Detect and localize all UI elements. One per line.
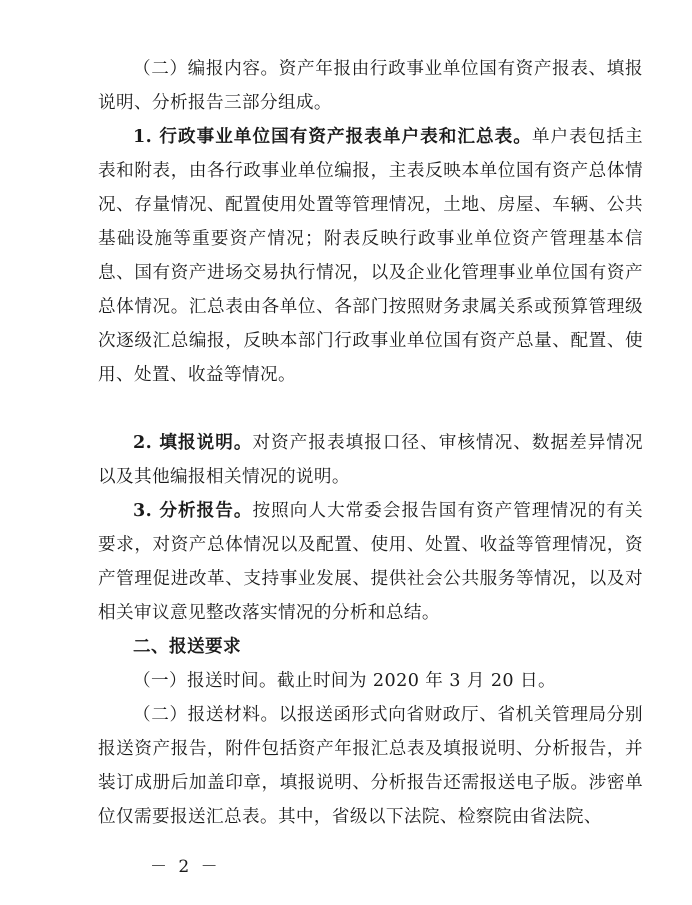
paragraph-text: （二）报送材料。以报送函形式向省财政厅、省机关管理局分别报送资产报告，附件包括资产年报汇总表及填报说明、分析报告，并装订成册后加盖印章，填报说明、分析报告还需报送电子版。涉密单位仅需要报送汇总表。其中，省级以下法院、检察院由省法院、 [98, 705, 643, 827]
paragraph-submission-materials [98, 698, 643, 834]
paragraph-text: （一）报送时间。截止时间为 2020 年 3 月 20 日。 [133, 671, 557, 691]
paragraph-heading: 1. 行政事业单位国有资产报表单户表和汇总表。 [133, 126, 532, 147]
paragraph-text: 按照向人大常委会报告国有资产管理情况的有关要求，对资产总体情况以及配置、使用、处置、收益等管理情况，资产管理促进改革、支持事业发展、提供社会公共服务等情况，以及对相关审议意见整改落实情况的分析和总结。 [98, 501, 643, 623]
paragraph-submission-time [98, 664, 643, 698]
section-heading-text: 二、报送要求 [133, 636, 241, 657]
paragraph-heading: 2. 填报说明。 [133, 432, 253, 453]
paragraph-heading: 3. 分析报告。 [133, 500, 253, 521]
paragraph-text: （二）编报内容。资产年报由行政事业单位国有资产报表、填报说明、分析报告三部分组成。 [98, 59, 643, 113]
paragraph-asset-report-tables [98, 120, 643, 392]
paragraph-filling-instructions [98, 426, 643, 494]
page-number: － 2 － [150, 857, 221, 877]
paragraph-analysis-report [98, 494, 643, 630]
paragraph-compilation-content [98, 52, 643, 120]
paragraph-text: 对资产报表填报口径、审核情况、数据差异情况以及其他编报相关情况的说明。 [98, 433, 643, 487]
section-heading-submission-requirements [98, 630, 643, 664]
paragraph-text: 单户表包括主表和附表，由各行政事业单位编报，主表反映本单位国有资产总体情况、存量情况、配置使用处置等管理情况，土地、房屋、车辆、公共基础设施等重要资产情况；附表反映行政事业单位资产管理基本信息、国有资产进场交易执行情况，以及企业化管理事业单位国有资产总体情况。汇总表由各单位、各部门按照财务隶属关系或预算管理级次逐级汇总编报，反映本部门行政事业单位国有资产总量、配置、使用、处置、收益等情况。 [98, 127, 643, 385]
